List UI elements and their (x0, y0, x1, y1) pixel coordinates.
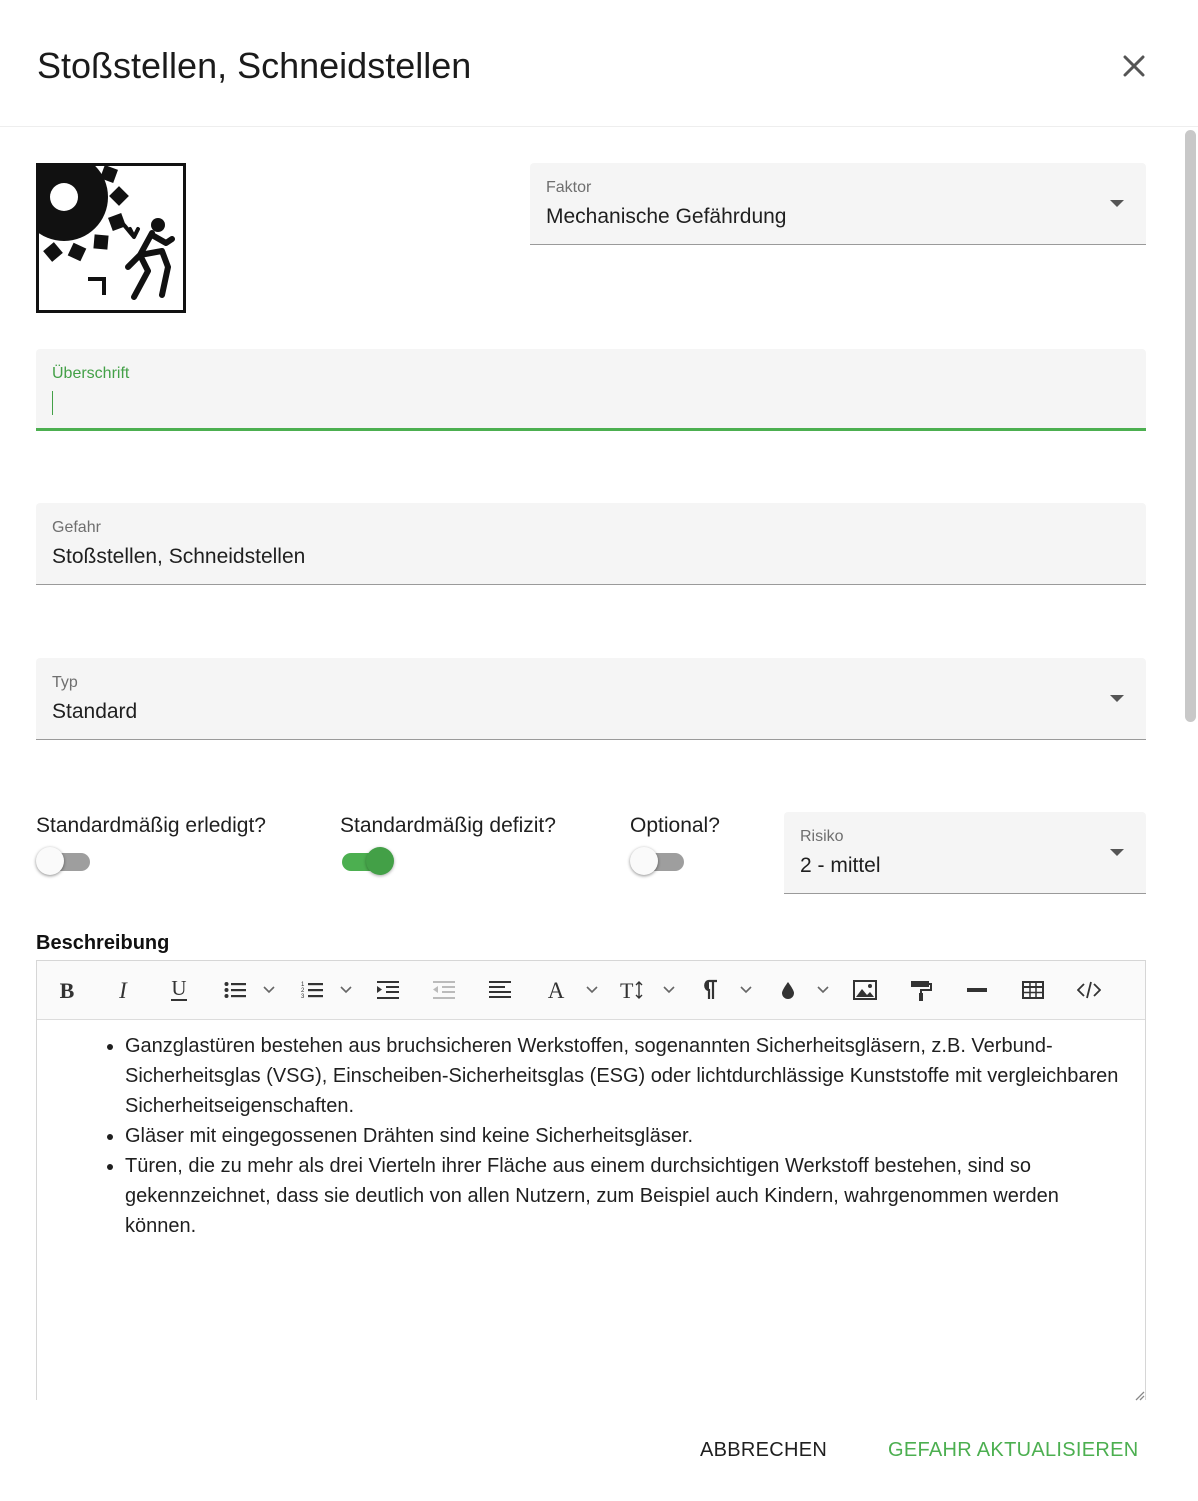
svg-text:3: 3 (301, 994, 305, 1000)
description-list (37, 1031, 1145, 1241)
chevron-down-icon[interactable] (813, 973, 833, 1007)
chevron-down-icon[interactable] (582, 973, 602, 1007)
image-icon[interactable] (849, 973, 881, 1007)
rich-text-editor[interactable] (36, 960, 1146, 1400)
cancel-button[interactable]: ABBRECHEN (700, 1439, 828, 1461)
svg-text:U: U (171, 978, 187, 1000)
gefahr-label: Gefahr (52, 519, 101, 536)
risiko-select[interactable] (784, 812, 1146, 894)
table-icon[interactable] (1017, 973, 1049, 1007)
numbered-list-icon[interactable] (296, 973, 328, 1007)
typ-label: Typ (52, 674, 78, 691)
horizontal-rule-icon[interactable] (961, 973, 993, 1007)
svg-text:I: I (119, 979, 127, 1001)
optional-toggle-label: Optional? (630, 814, 720, 837)
close-icon[interactable] (1114, 46, 1154, 86)
chevron-down-icon[interactable] (659, 973, 679, 1007)
list-item: • Ganzglastüren bestehen aus bruchsicheren Werkstoffen, sogenannten Sicherheitsgläsern, z.B. Verbund-Sicherheitsglas (VSG), Einscheiben-Sicherheitsglas (ESG) oder lichtdurchlässige Kunststoffe mit vergleichbaren Sicherheitseigenschaften. (125, 1031, 1127, 1121)
erledigt-toggle-label: Standardmäßig erledigt? (36, 814, 266, 837)
toggle-knob (366, 847, 394, 875)
toggle-knob (630, 847, 658, 875)
bold-icon[interactable] (51, 973, 83, 1007)
ueberschrift-label: Überschrift (52, 365, 130, 382)
svg-text:T: T (620, 979, 634, 1001)
dropdown-arrow-icon (1110, 695, 1124, 702)
svg-text:1: 1 (301, 982, 305, 988)
erledigt-toggle[interactable] (36, 845, 92, 875)
svg-text:2: 2 (301, 988, 305, 994)
list-item: • Gläser mit eingegossenen Drähten sind keine Sicherheitsgläser. (125, 1121, 1127, 1151)
dropdown-arrow-icon (1110, 200, 1124, 207)
faktor-value: Mechanische Gefährdung (546, 205, 787, 228)
dialog-header (0, 0, 1198, 127)
ueberschrift-input[interactable] (36, 349, 1146, 431)
chevron-down-icon[interactable] (259, 973, 279, 1007)
chevron-down-icon[interactable] (336, 973, 356, 1007)
risiko-label: Risiko (800, 828, 844, 845)
faktor-select[interactable] (530, 163, 1146, 245)
editor-toolbar (37, 961, 1145, 1020)
dropdown-arrow-icon (1110, 849, 1124, 856)
gefahr-value: Stoßstellen, Schneidstellen (52, 545, 306, 568)
toggle-knob (36, 847, 64, 875)
faktor-label: Faktor (546, 179, 592, 196)
risiko-value: 2 - mittel (800, 854, 881, 877)
resize-handle-icon[interactable] (1133, 1388, 1145, 1400)
align-icon[interactable] (484, 973, 516, 1007)
optional-toggle[interactable] (630, 845, 686, 875)
editor-content[interactable] (37, 1019, 1145, 1241)
typ-select[interactable] (36, 658, 1146, 740)
format-painter-icon[interactable] (905, 973, 937, 1007)
dialog-title: Stoßstellen, Schneidstellen (37, 45, 472, 86)
scrollbar[interactable] (1185, 130, 1196, 722)
svg-text:B: B (59, 979, 75, 1001)
outdent-icon[interactable] (428, 973, 460, 1007)
beschreibung-label: Beschreibung (36, 932, 170, 954)
color-drop-icon[interactable] (772, 973, 804, 1007)
chevron-down-icon[interactable] (736, 973, 756, 1007)
list-item: • Türen, die zu mehr als drei Vierteln ihrer Fläche aus einem durchsichtigen Werkstoff bestehen, sind so gekennzeichnet, dass sie deutlich von allen Nutzern, zum Beispiel auch Kindern, wahrgenommen werden können. (125, 1151, 1127, 1241)
paragraph-icon[interactable] (695, 973, 727, 1007)
gefahr-input[interactable] (36, 503, 1146, 585)
defizit-toggle-label: Standardmäßig defizit? (340, 814, 556, 837)
indent-icon[interactable] (372, 973, 404, 1007)
code-view-icon[interactable] (1073, 973, 1105, 1007)
text-caret (52, 391, 53, 415)
font-size-icon[interactable] (617, 973, 649, 1007)
underline-icon[interactable] (163, 973, 195, 1007)
defizit-toggle[interactable] (338, 845, 394, 875)
typ-value: Standard (52, 700, 138, 723)
bullet-list-icon[interactable] (219, 973, 251, 1007)
font-icon[interactable] (540, 973, 572, 1007)
update-hazard-button[interactable]: GEFAHR AKTUALISIEREN (888, 1439, 1139, 1461)
italic-icon[interactable] (107, 973, 139, 1007)
mechanical-hazard-icon (36, 163, 186, 313)
svg-text:A: A (547, 979, 565, 1001)
